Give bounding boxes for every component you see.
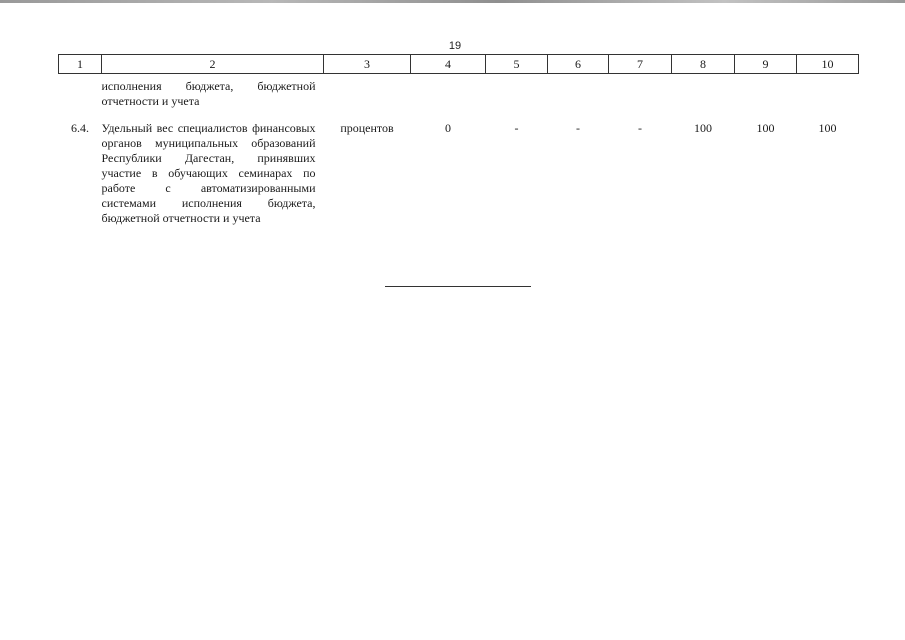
column-header: 4 — [411, 55, 486, 74]
column-header: 9 — [735, 55, 797, 74]
column-header: 5 — [486, 55, 548, 74]
value-cell: 100 — [818, 121, 837, 135]
column-header: 7 — [609, 55, 672, 74]
indicators-table — [58, 54, 859, 226]
column-header: 10 — [797, 55, 859, 74]
end-divider-line — [385, 286, 531, 287]
indicator-name: Удельный вес специалистов финансовых органов муниципальных образований Республики Дагестан, принявших участие в обучающих семинарах по работе с автоматизированными системами исполнения бюджета, бюджетной отчетности и учета — [101, 121, 316, 225]
page-number: 19 — [448, 40, 462, 52]
value-cell: 100 — [756, 121, 775, 135]
column-header: 2 — [102, 55, 324, 74]
value-cell: - — [638, 121, 642, 135]
column-header: 8 — [672, 55, 735, 74]
continuation-row — [59, 74, 859, 110]
value-cell: 0 — [445, 121, 451, 135]
row-number: 6.4. — [71, 121, 89, 135]
column-header: 3 — [324, 55, 411, 74]
unit-cell: процентов — [340, 121, 394, 135]
column-header: 1 — [59, 55, 102, 74]
column-header: 6 — [548, 55, 609, 74]
table-row — [59, 109, 859, 226]
continuation-text: исполнения бюджета, бюджетной отчетности и учета — [101, 79, 316, 108]
value-cell: - — [576, 121, 580, 135]
value-cell: - — [514, 121, 519, 135]
value-cell: 100 — [694, 121, 712, 135]
column-number-row — [59, 55, 859, 74]
scan-top-edge — [0, 0, 905, 3]
